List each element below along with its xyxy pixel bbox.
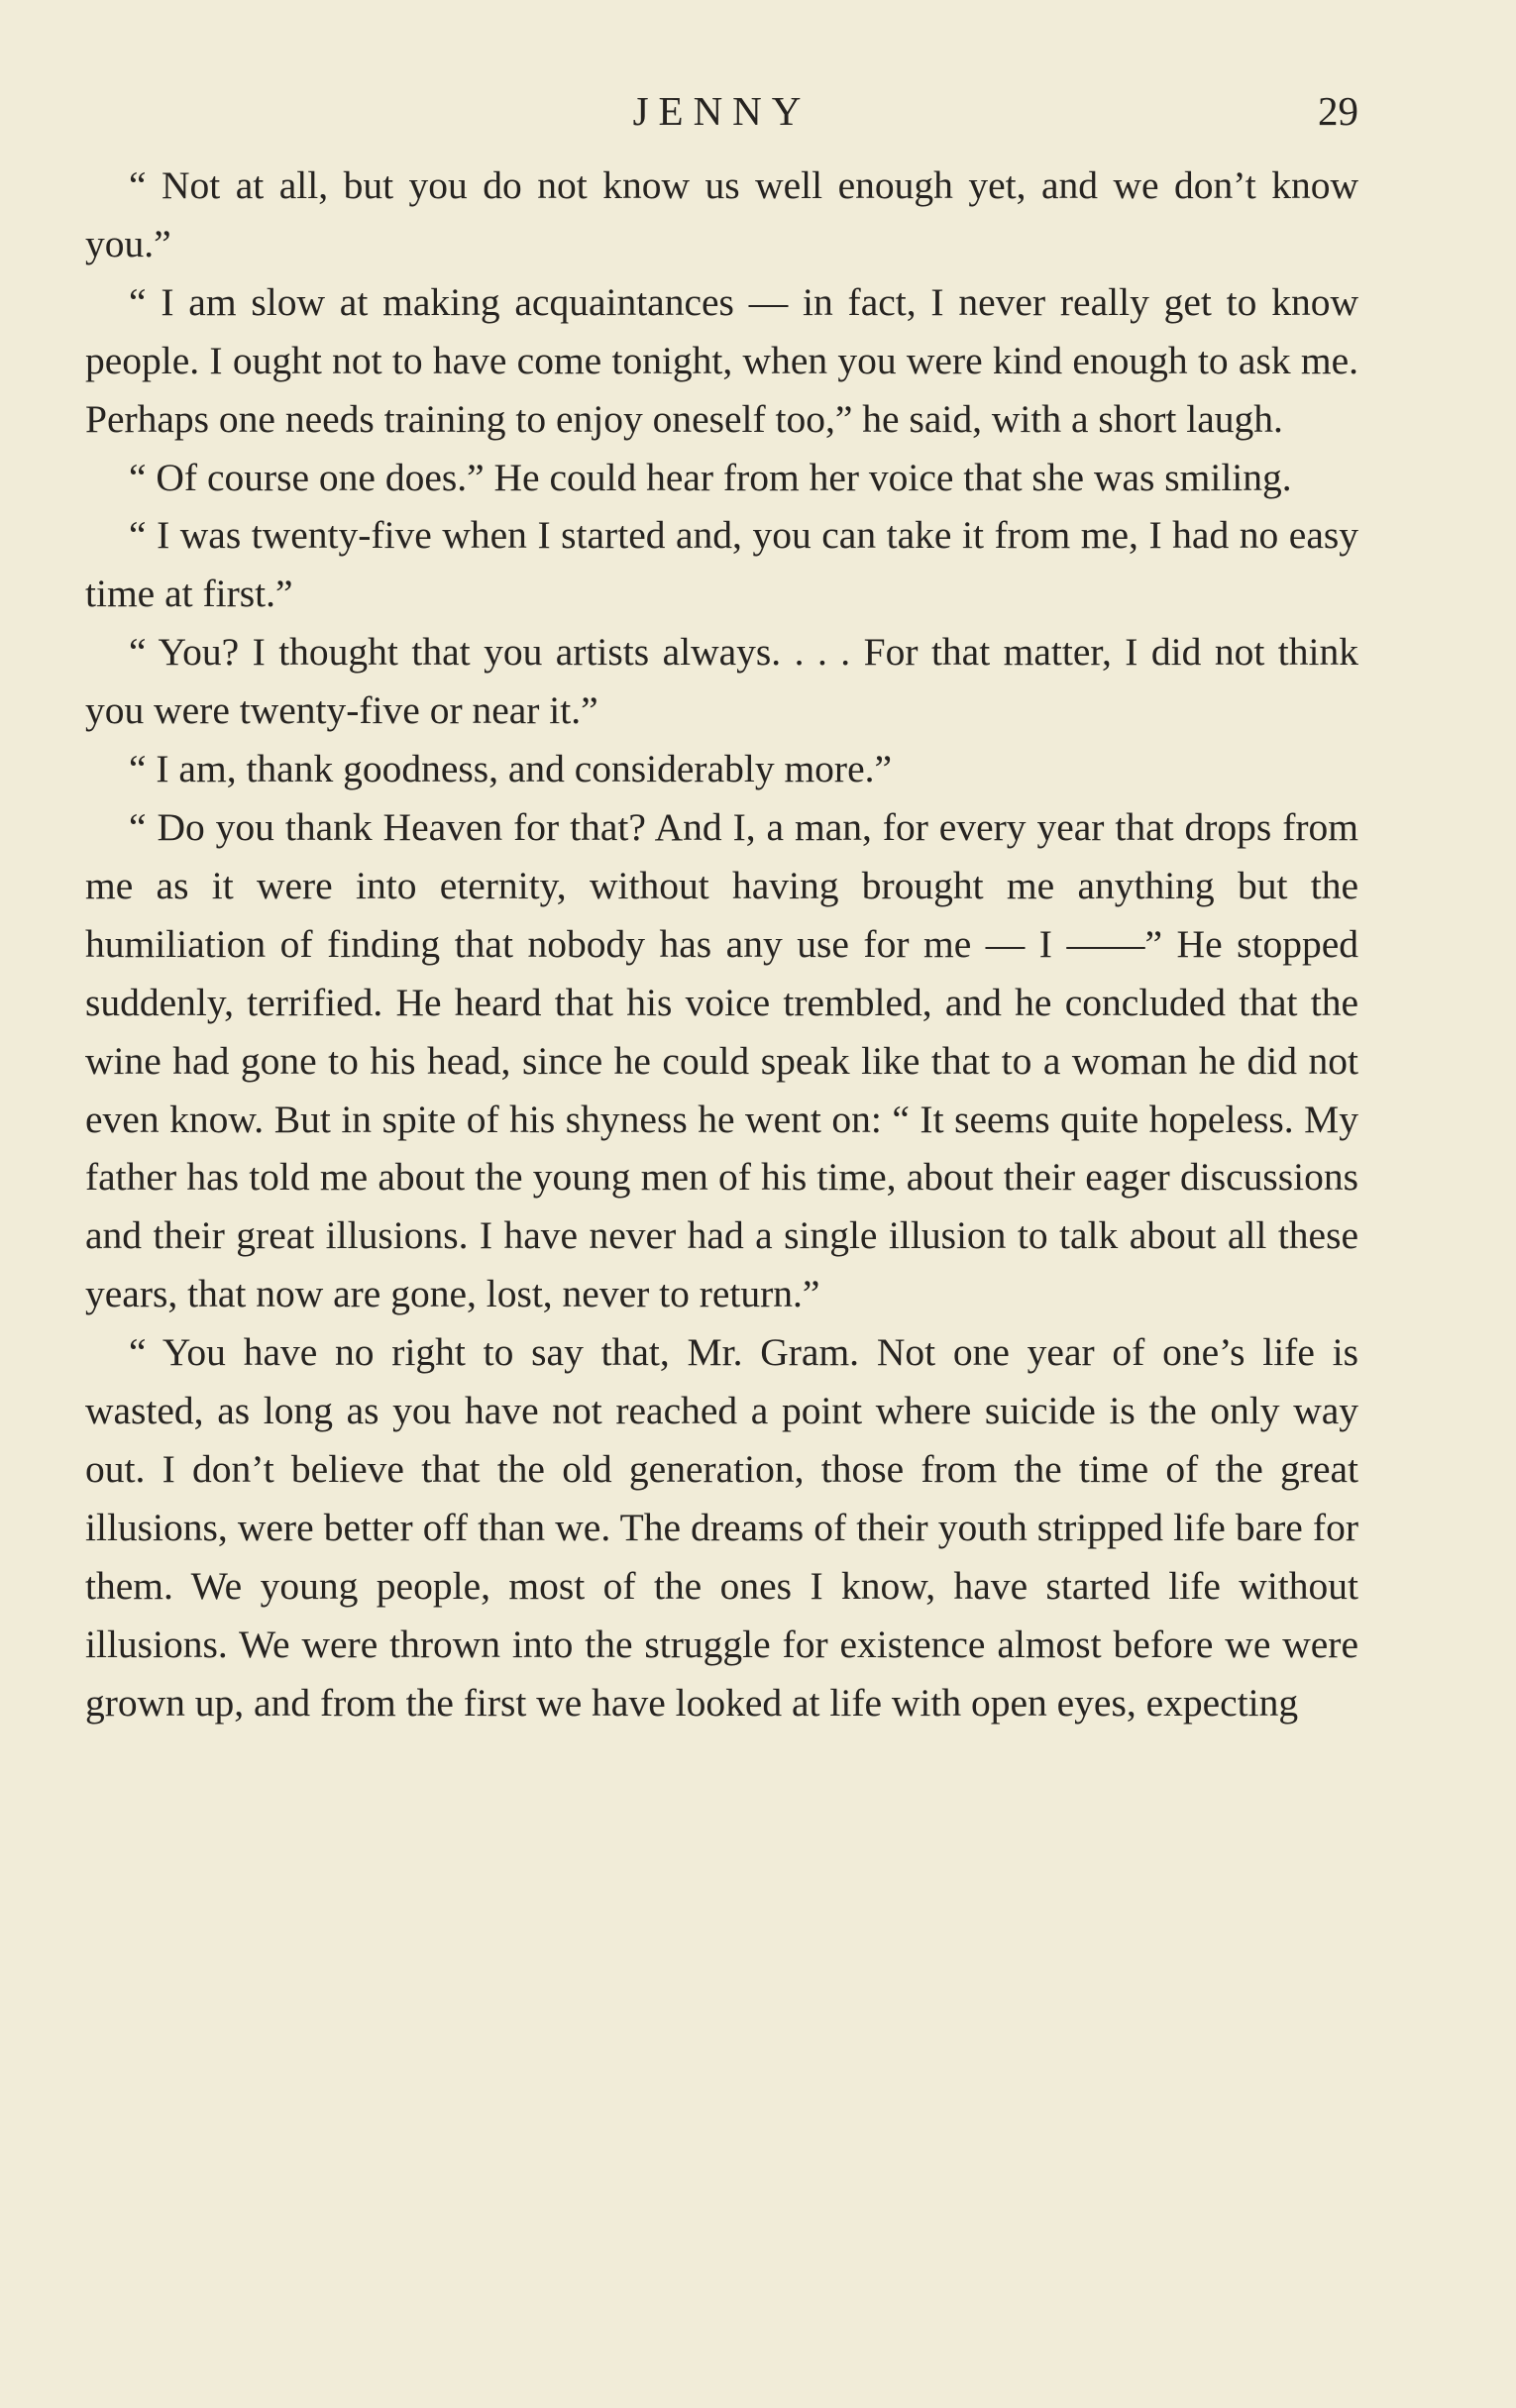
paragraph: “ You? I thought that you artists always. . . . For that matter, I did not think you were twenty-five or near it.” (85, 630, 1358, 733)
running-title: JENNY (632, 88, 812, 134)
paragraph: “ Of course one does.” He could hear from her voice that she was smiling. (129, 455, 1292, 499)
paragraph: “ I was twenty-five when I started and, you can take it from me, I had no easy time at first.” (85, 513, 1358, 616)
page-number: 29 (1318, 88, 1358, 134)
paragraph: “ You have no right to say that, Mr. Gram. Not one year of one’s life is wasted, as long as you have not reached a point where suicide is the only way out. I don’t believe that the old generation, those from the time of the great illusions, were better off than we. The dreams of their youth stripped life bare for them. We young people, most of the ones I know, have started life without illusions. We were thrown into the struggle for existence almost before we were grown up, and from the first we have looked at life with open eyes, expecting (85, 1330, 1358, 1725)
paragraph: “ I am, thank goodness, and considerably more.” (129, 747, 893, 791)
body-text (85, 157, 1358, 1731)
running-head (85, 81, 1358, 141)
paragraph: “ Not at all, but you do not know us well enough yet, and we don’t know you.” (85, 163, 1358, 265)
paragraph: “ Do you thank Heaven for that? And I, a man, for every year that drops from me as it were into eternity, without having brought me anything but the humiliation of finding that nobody has any use for me — I ——” He stopped suddenly, terrified. He heard that his voice trembled, and he concluded that the wine had gone to his head, since he could speak like that to a woman he did not even know. But in spite of his shyness he went on: “ It seems quite hopeless. My father has told me about the young men of his time, about their eager discussions and their great illusions. I have never had a single illusion to talk about all these years, that now are gone, lost, never to return.” (85, 804, 1358, 1316)
paragraph: “ I am slow at making acquaintances — in fact, I never really get to know people. I ought not to have come tonight, when you were kind enough to ask me. Perhaps one needs training to enjoy oneself too,” he said, with a short laugh. (85, 279, 1358, 441)
